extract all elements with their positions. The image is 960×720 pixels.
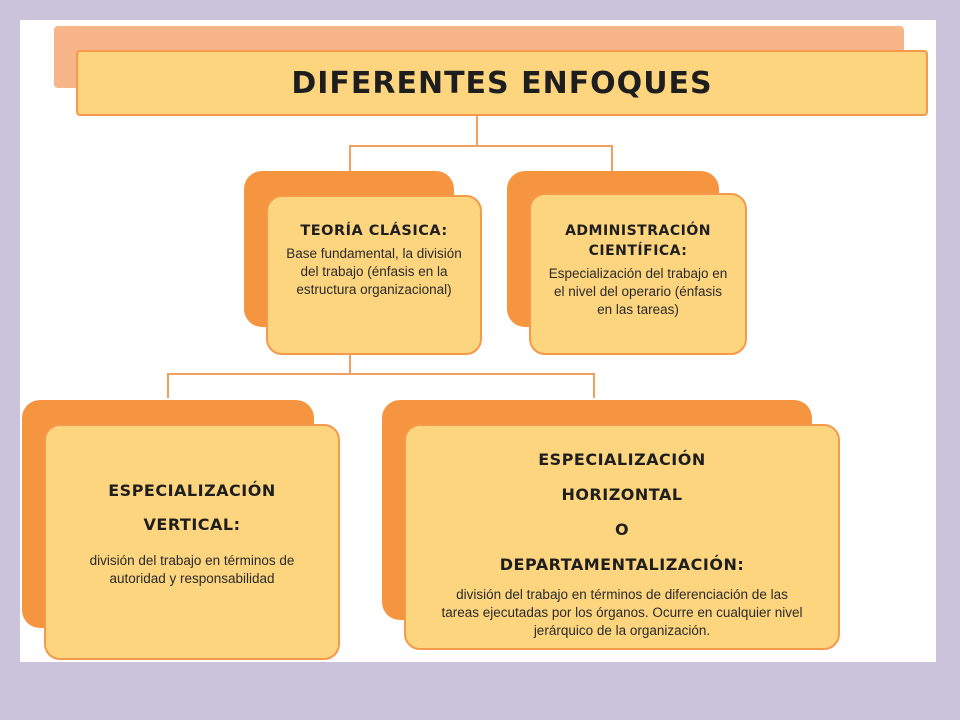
diagram-title: DIFERENTES ENFOQUES xyxy=(291,65,713,101)
horizontal-heading-line: O xyxy=(614,520,630,539)
especializacion-horizontal-body xyxy=(406,586,838,640)
administracion-line: Especialización del trabajo en xyxy=(548,266,728,281)
vertical-heading-line: ESPECIALIZACIÓN xyxy=(108,481,276,500)
administracion-cientifica-heading xyxy=(531,221,745,261)
teoria-clasica-line: estructura organizacional) xyxy=(296,282,452,297)
teoria-clasica-line: Base fundamental, la división xyxy=(286,246,462,261)
administracion-heading-line: CIENTÍFICA: xyxy=(588,243,688,259)
teoria-clasica-line: del trabajo (énfasis en la xyxy=(300,264,448,279)
teoria-clasica-body xyxy=(268,245,480,299)
especializacion-horizontal-box xyxy=(404,424,840,650)
horizontal-heading-line: DEPARTAMENTALIZACIÓN: xyxy=(499,555,745,574)
horizontal-line: jerárquico de la organización. xyxy=(533,623,711,638)
especializacion-vertical-box xyxy=(44,424,340,660)
especializacion-vertical-body xyxy=(46,552,338,588)
administracion-line: en las tareas) xyxy=(597,302,679,317)
title-box xyxy=(76,50,928,116)
diagram-canvas xyxy=(20,20,936,662)
administracion-heading-line: ADMINISTRACIÓN xyxy=(565,223,711,239)
administracion-cientifica-box xyxy=(529,193,747,355)
connector-teoria-branches xyxy=(168,374,594,398)
vertical-line: división del trabajo en términos de xyxy=(89,553,295,568)
administracion-line: el nivel del operario (énfasis xyxy=(553,284,723,299)
horizontal-heading-line: HORIZONTAL xyxy=(561,485,683,504)
vertical-heading-line: VERTICAL: xyxy=(143,515,241,534)
especializacion-horizontal-heading xyxy=(406,442,838,582)
horizontal-heading-line: ESPECIALIZACIÓN xyxy=(538,450,706,469)
teoria-clasica-box xyxy=(266,195,482,355)
teoria-clasica-heading: TEORÍA CLÁSICA: xyxy=(300,223,448,239)
horizontal-line: división del trabajo en términos de diferenciación de las xyxy=(456,587,788,602)
vertical-line: autoridad y responsabilidad xyxy=(109,571,275,586)
especializacion-vertical-heading xyxy=(46,474,338,542)
administracion-cientifica-body xyxy=(531,265,745,319)
horizontal-line: tareas ejecutadas por los órganos. Ocurre en cualquier nivel xyxy=(441,605,803,620)
